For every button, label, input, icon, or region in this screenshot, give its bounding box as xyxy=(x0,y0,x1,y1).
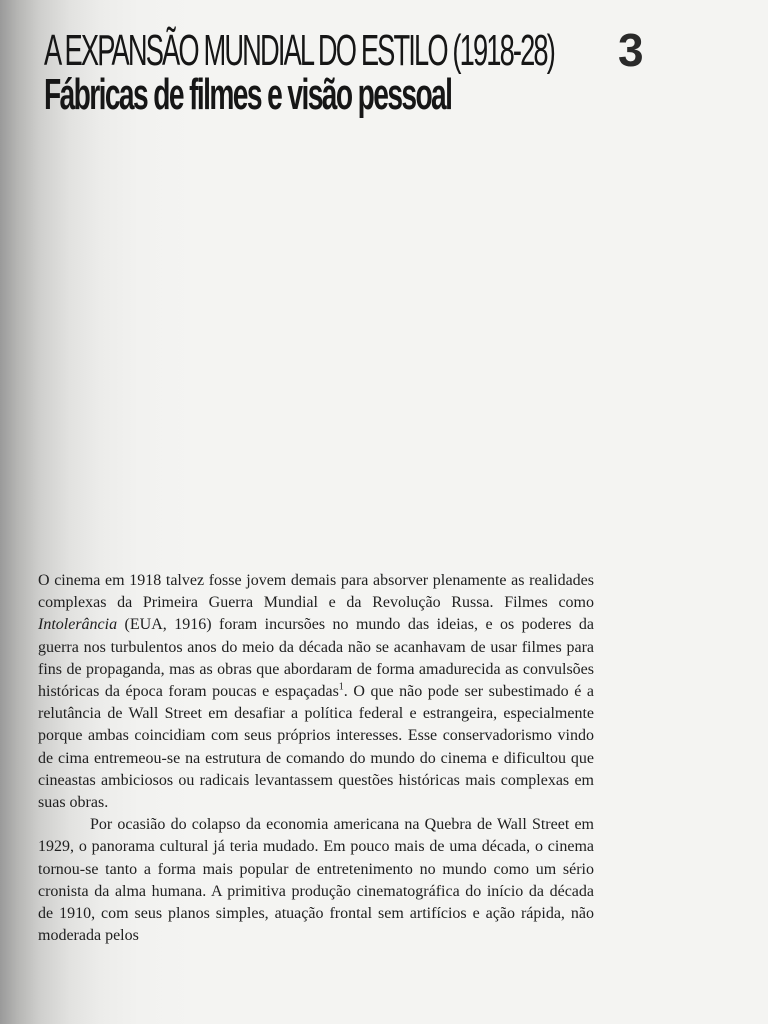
paragraph-1-text-c: . O que não pode ser subestimado é a relutância de Wall Street em desafiar a política federal e estrangeira, especialmente porque ambas coincidiam com seus próprios interesses. Esse conservadorismo vindo de cima entremeou-se na estrutura de comando do mundo do cinema e dificultou que cineastas ambiciosos ou radicais levantassem questões históricas mais complexas em suas obras. xyxy=(38,683,594,812)
chapter-number: 3 xyxy=(618,24,644,76)
paragraph-1 xyxy=(38,570,594,814)
chapter-title-block xyxy=(44,26,604,119)
body-text xyxy=(38,570,594,947)
paragraph-2: Por ocasião do colapso da economia americana na Quebra de Wall Street em 1929, o panorama cultural já teria mudado. Em pouco mais de uma década, o cinema tornou-se tanto a forma mais popular de entretenimento no mundo como um sério cronista da alma humana. A primitiva produção cinematográfica do início da década de 1910, com seus planos simples, atuação frontal sem artifícios e ação rápida, não moderada pelos xyxy=(38,816,594,945)
film-title-italic: Intolerância xyxy=(38,616,118,634)
paragraph-1-text-b: (EUA, 1916) foram incursões no mundo das ideias, e os poderes da guerra nos turbulentos anos do meio da década não se acanhavam de usar filmes para fins de propaganda, mas as obras que abordaram de forma amadurecida as convulsões históricas da época foram poucas e espaçadas xyxy=(38,616,594,701)
chapter-subtitle: Fábricas de filmes e visão pessoal xyxy=(44,70,452,119)
footnote-reference: 1 xyxy=(338,681,344,693)
paragraph-1-text-a: O cinema em 1918 talvez fosse jovem demais para absorver plenamente as realidades complexas da Primeira Guerra Mundial e da Revolução Russa. Filmes como xyxy=(38,572,594,612)
chapter-title: A EXPANSÃO MUNDIAL DO ESTILO (1918-28) xyxy=(44,26,554,75)
